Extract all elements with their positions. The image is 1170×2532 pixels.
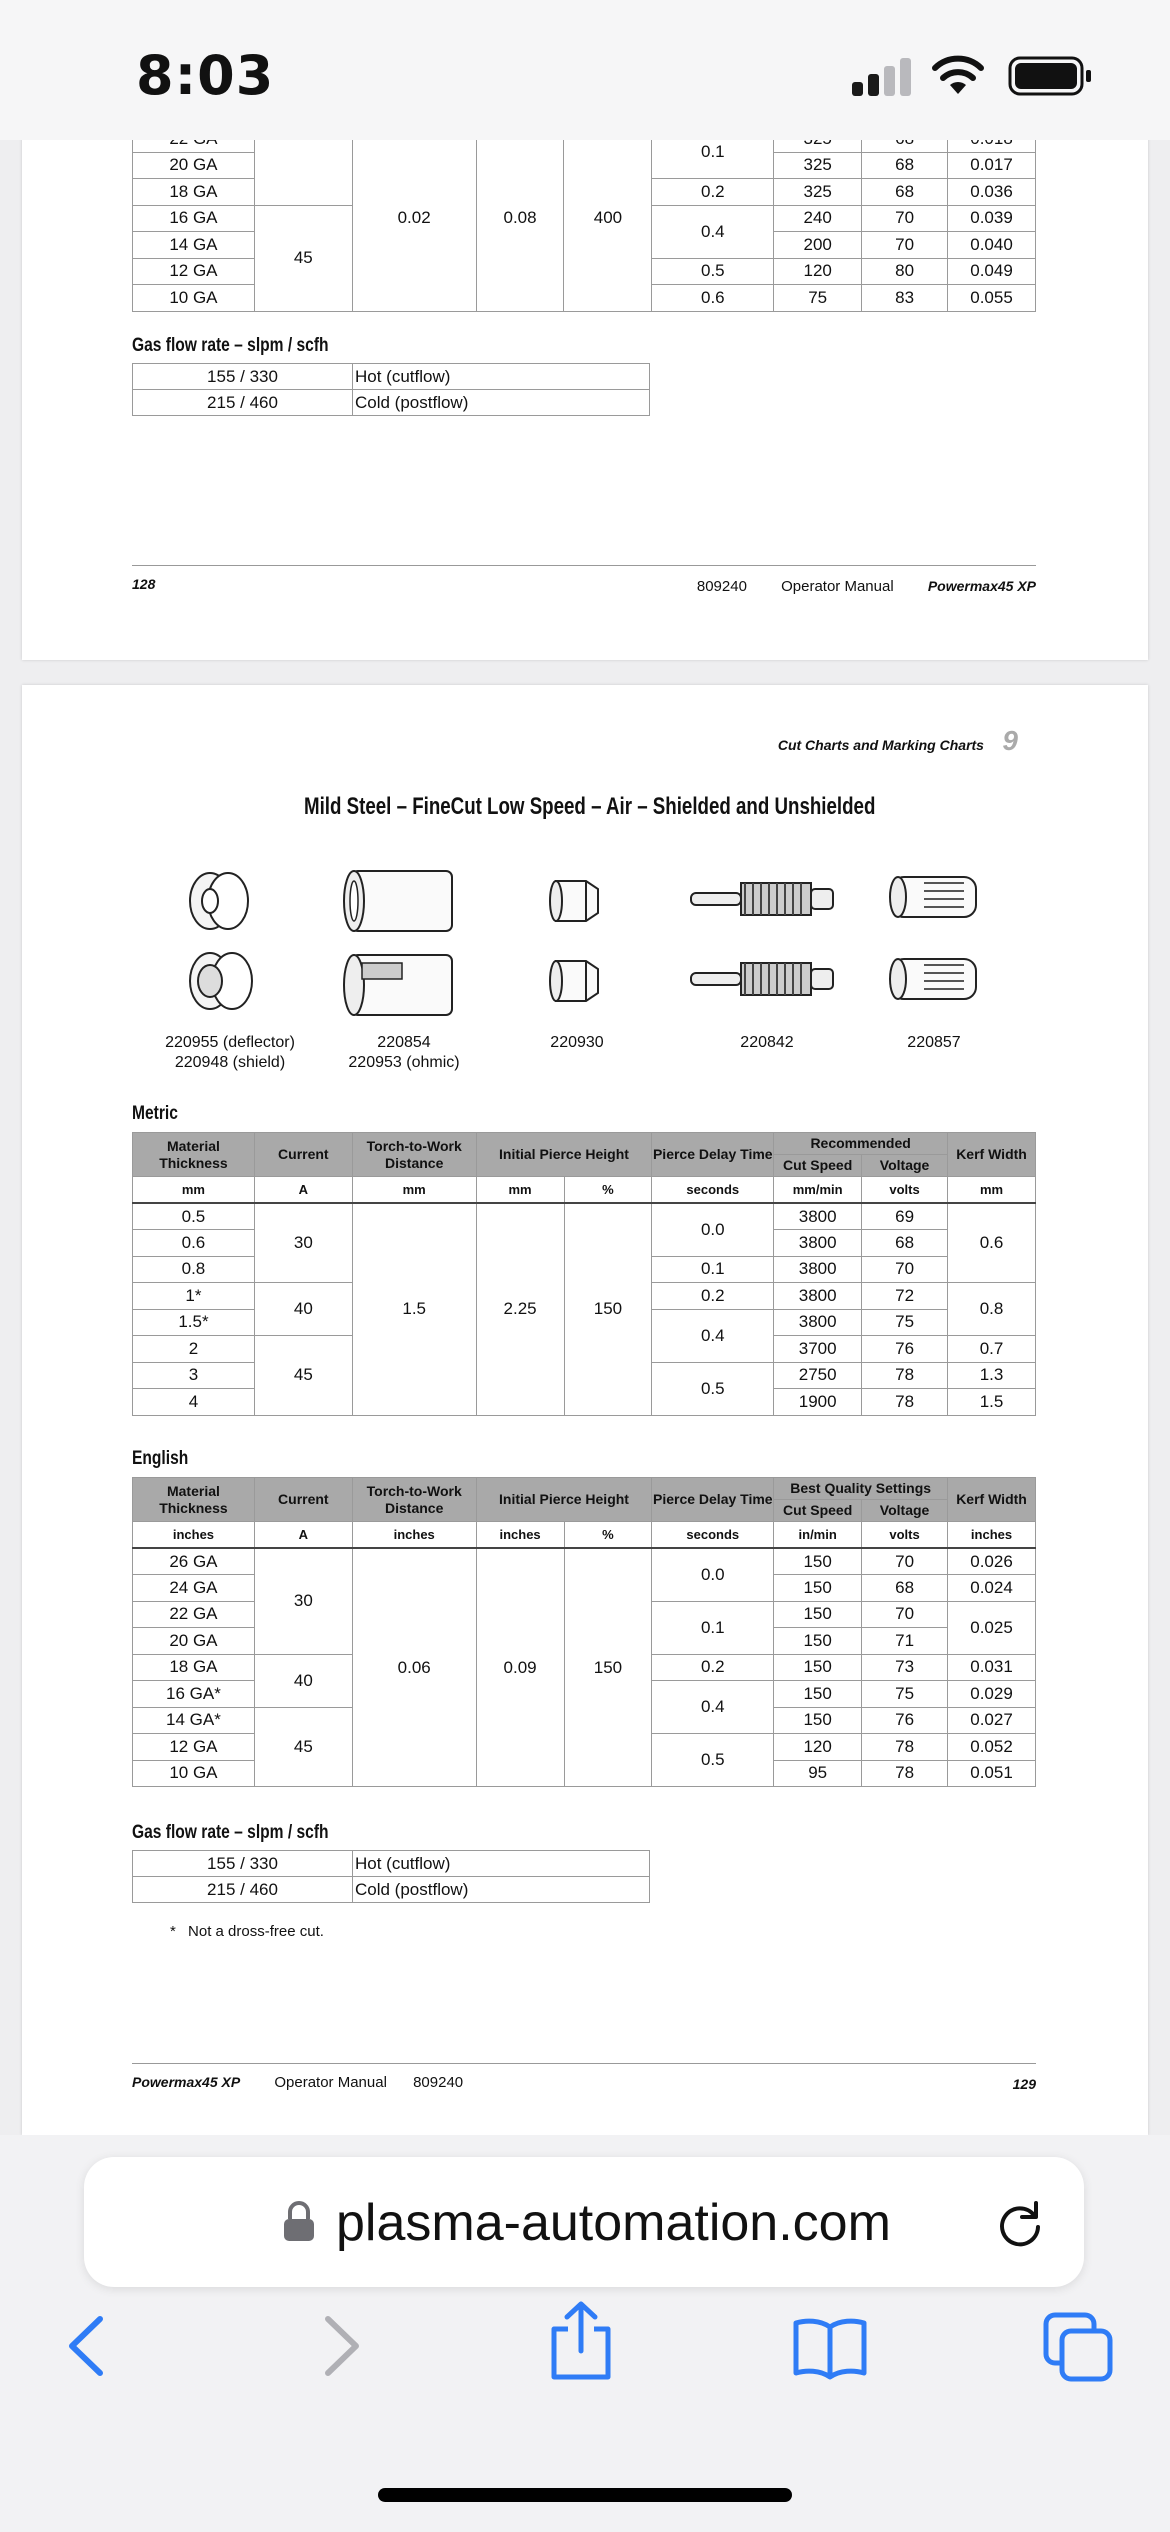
cell-speed: 3800 [774, 1256, 862, 1283]
cell-distance: 0.02 [352, 126, 476, 312]
unit: seconds [652, 1522, 774, 1549]
footer-right [697, 578, 1036, 595]
cellular-signal-icon [852, 58, 914, 96]
battery-icon [1008, 56, 1092, 96]
cell-delay: 0.1 [652, 1256, 774, 1283]
cell-voltage: 72 [862, 1283, 948, 1310]
cell-kerf: 0.052 [948, 1734, 1036, 1761]
cell-speed: 75 [774, 285, 862, 312]
manual-name: Operator Manual [781, 578, 894, 595]
cell-thickness: 1.5* [133, 1309, 255, 1336]
col-pierce: Initial Pierce Height [476, 1478, 652, 1522]
cell-kerf: 0.036 [948, 179, 1036, 206]
table-row [133, 1548, 1036, 1575]
cell-kerf: 0.031 [948, 1654, 1036, 1681]
cell-speed: 150 [774, 1707, 862, 1734]
cell-thickness: 4 [133, 1389, 255, 1416]
gas-rate: 215 / 460 [133, 390, 353, 416]
cell-delay: 0.5 [652, 258, 774, 285]
page-footer [132, 565, 1036, 593]
col-speed: Cut Speed [774, 1500, 862, 1522]
unit: % [564, 1522, 652, 1549]
nozzle-retaining-cap-icon [332, 863, 472, 1033]
cell-kerf: 0.051 [948, 1760, 1036, 1787]
part-number: 220854 [377, 1034, 431, 1051]
col-distance: Torch-to-Work Distance [352, 1478, 476, 1522]
cell-pierce-pct: 150 [564, 1548, 652, 1787]
unit: volts [862, 1177, 948, 1204]
cell-kerf: 1.3 [948, 1362, 1036, 1389]
pdf-viewer[interactable] [0, 140, 1170, 2140]
cell-thickness: 18 GA [133, 179, 255, 206]
col-voltage: Voltage [862, 1500, 948, 1522]
gas-flow-table [132, 1850, 650, 1903]
col-group: Best Quality Settings [774, 1478, 948, 1500]
gas-flow-title: Gas flow rate – slpm / scfh [132, 335, 329, 356]
cell-voltage: 70 [862, 1548, 948, 1575]
cell-thickness: 16 GA* [133, 1681, 255, 1708]
chapter-number: 9 [1002, 725, 1018, 756]
gas-flow-table [132, 363, 650, 416]
cell-voltage: 78 [862, 1362, 948, 1389]
cell-voltage: 78 [862, 1760, 948, 1787]
cell-speed: 3700 [774, 1336, 862, 1363]
nozzle-icon [542, 871, 612, 1021]
url-text[interactable]: plasma-automation.com [336, 2194, 891, 2252]
cell-speed: 2750 [774, 1362, 862, 1389]
gas-label: Cold (postflow) [353, 390, 650, 416]
cell-delay: 0.1 [652, 1601, 774, 1654]
cell-thickness: 14 GA* [133, 1707, 255, 1734]
address-bar[interactable] [84, 2157, 1084, 2287]
product-name: Powermax45 XP [927, 578, 1036, 594]
cell-delay: 0.4 [652, 1309, 774, 1362]
cell-pierce-height: 0.09 [476, 1548, 564, 1787]
cell-thickness: 16 GA [133, 205, 255, 232]
metric-cut-chart [132, 1132, 1036, 1416]
cell-voltage: 70 [862, 1601, 948, 1628]
cell-kerf: 0.6 [948, 1203, 1036, 1283]
col-distance: Torch-to-Work Distance [352, 1133, 476, 1177]
table-row [133, 364, 650, 390]
cell-speed: 325 [774, 152, 862, 179]
cell-voltage: 70 [862, 232, 948, 259]
cell-speed: 200 [774, 232, 862, 259]
cell-delay: 0.2 [652, 1654, 774, 1681]
unit: volts [862, 1522, 948, 1549]
part-label [130, 1033, 330, 1073]
gas-rate: 155 / 330 [133, 1851, 353, 1877]
cell-current: 30 [254, 1203, 352, 1283]
part-label [707, 1033, 827, 1053]
cell-delay: 0.4 [652, 1681, 774, 1734]
home-indicator[interactable] [378, 2488, 792, 2502]
unit: mm [352, 1177, 476, 1204]
cell-voltage: 75 [862, 1309, 948, 1336]
page-number: 129 [1012, 2076, 1036, 2092]
cell-speed: 150 [774, 1548, 862, 1575]
unit: mm [133, 1177, 255, 1204]
status-time: 8:03 [136, 44, 275, 107]
cell-voltage: 68 [862, 179, 948, 206]
reload-icon[interactable] [994, 2197, 1046, 2249]
cell-pierce-height: 2.25 [476, 1203, 564, 1415]
units-row [133, 1522, 1036, 1549]
doc-number: 809240 [696, 578, 747, 595]
cell-kerf: 0.049 [948, 258, 1036, 285]
part-number: 220842 [740, 1034, 794, 1051]
cell-delay: 0.6 [652, 285, 774, 312]
deflector-shield-icon [180, 863, 270, 1033]
units-row [133, 1177, 1036, 1204]
share-icon[interactable] [548, 2301, 614, 2381]
col-delay: Pierce Delay Time [652, 1133, 774, 1177]
cell-speed: 120 [774, 258, 862, 285]
cell-thickness: 20 GA [133, 1628, 255, 1655]
cell-speed: 3800 [774, 1203, 862, 1230]
gas-flow-title: Gas flow rate – slpm / scfh [132, 1822, 329, 1843]
unit: A [254, 1177, 352, 1204]
cell-kerf: 0.017 [948, 152, 1036, 179]
col-current: Current [254, 1478, 352, 1522]
cell-voltage: 73 [862, 1654, 948, 1681]
cell-current: 40 [254, 1654, 352, 1707]
col-kerf: Kerf Width [948, 1133, 1036, 1177]
cut-chart-table-p128 [132, 125, 1036, 312]
cell-kerf: 0.8 [948, 1283, 1036, 1336]
cell-voltage: 68 [862, 152, 948, 179]
doc-number: 809240 [413, 2074, 464, 2091]
unit: mm [948, 1177, 1036, 1204]
cell-thickness: 12 GA [133, 258, 255, 285]
part-number: 220955 (deflector) [165, 1034, 295, 1051]
cell-thickness: 20 GA [133, 152, 255, 179]
manual-name: Operator Manual [274, 2074, 387, 2091]
cell-voltage: 71 [862, 1628, 948, 1655]
unit: in/min [774, 1522, 862, 1549]
unit: A [254, 1522, 352, 1549]
cell-voltage: 69 [862, 1203, 948, 1230]
cell-voltage: 68 [862, 1230, 948, 1257]
part-label [874, 1033, 994, 1053]
cell-current: 40 [254, 1283, 352, 1336]
part-number: 220948 (shield) [174, 1054, 286, 1071]
cell-kerf: 0.024 [948, 1575, 1036, 1602]
col-speed: Cut Speed [774, 1155, 862, 1177]
cell-thickness: 2 [133, 1336, 255, 1363]
footnote [170, 1923, 324, 1940]
lock-icon [282, 2201, 316, 2243]
cell-speed: 150 [774, 1575, 862, 1602]
table-header-row [133, 1478, 1036, 1500]
cell-speed: 120 [774, 1734, 862, 1761]
cell-thickness: 22 GA [133, 1601, 255, 1628]
unit: seconds [652, 1177, 774, 1204]
cell-thickness: 12 GA [133, 1734, 255, 1761]
cell-delay: 0.5 [652, 1362, 774, 1415]
cell-voltage: 76 [862, 1707, 948, 1734]
unit: inches [133, 1522, 255, 1549]
col-current: Current [254, 1133, 352, 1177]
cell-current-45: 45 [254, 205, 352, 311]
cell-speed: 3800 [774, 1283, 862, 1310]
gas-rate: 215 / 460 [133, 1877, 353, 1903]
browser-toolbar [0, 2135, 1170, 2532]
cell-speed: 150 [774, 1628, 862, 1655]
cell-voltage: 83 [862, 285, 948, 312]
english-heading: English [132, 1448, 189, 1469]
table-header-row [133, 1133, 1036, 1155]
cell-voltage: 68 [862, 1575, 948, 1602]
part-number: 220930 [550, 1034, 604, 1051]
cell-current: 30 [254, 1548, 352, 1654]
col-pierce: Initial Pierce Height [476, 1133, 652, 1177]
col-group: Recommended [774, 1133, 948, 1155]
page-title: Mild Steel – FineCut Low Speed – Air – Shielded and Unshielded [304, 793, 876, 820]
cell-delay: 0.0 [652, 1548, 774, 1601]
part-number: 220857 [907, 1034, 961, 1051]
cell-speed: 3800 [774, 1309, 862, 1336]
cell-kerf: 0.7 [948, 1336, 1036, 1363]
cell-kerf: 0.027 [948, 1707, 1036, 1734]
status-bar [0, 0, 1170, 140]
cell-voltage: 76 [862, 1336, 948, 1363]
part-number: 220953 (ohmic) [348, 1054, 460, 1071]
electrode-icon [687, 879, 847, 1009]
unit: inches [476, 1522, 564, 1549]
cell-speed: 150 [774, 1681, 862, 1708]
metric-heading: Metric [132, 1103, 178, 1124]
unit: % [564, 1177, 652, 1204]
cell-kerf: 0.029 [948, 1681, 1036, 1708]
cell-pierce-pct: 150 [564, 1203, 652, 1415]
cell-voltage: 80 [862, 258, 948, 285]
col-material: Material Thickness [133, 1133, 255, 1177]
cell-voltage: 78 [862, 1389, 948, 1416]
page-header [778, 725, 1018, 757]
wifi-icon [930, 52, 986, 96]
gas-label: Cold (postflow) [353, 1877, 650, 1903]
bookmarks-icon[interactable] [792, 2317, 868, 2379]
swirl-ring-icon [884, 869, 984, 1019]
cell-thickness: 0.6 [133, 1230, 255, 1257]
cell-voltage: 70 [862, 205, 948, 232]
cell-distance: 0.06 [352, 1548, 476, 1787]
cell-current: 45 [254, 1707, 352, 1787]
cell-delay: 0.2 [652, 179, 774, 206]
cell-voltage: 78 [862, 1734, 948, 1761]
col-voltage: Voltage [862, 1155, 948, 1177]
cell-voltage: 75 [862, 1681, 948, 1708]
gas-label: Hot (cutflow) [353, 364, 650, 390]
product-name: Powermax45 XP [132, 2074, 241, 2090]
cell-delay: 0.5 [652, 1734, 774, 1787]
cell-delay: 0.1 [652, 126, 774, 179]
unit: inches [352, 1522, 476, 1549]
cell-delay: 0.4 [652, 205, 774, 258]
cell-speed: 95 [774, 1760, 862, 1787]
cell-pierce-height: 0.08 [476, 126, 564, 312]
cell-thickness: 14 GA [133, 232, 255, 259]
cell-thickness: 26 GA [133, 1548, 255, 1575]
table-row [133, 1851, 650, 1877]
pdf-page-129 [22, 685, 1148, 2135]
forward-icon[interactable] [318, 2313, 364, 2379]
table-row [133, 1877, 650, 1903]
table-row [133, 1203, 1036, 1230]
cell-speed: 325 [774, 179, 862, 206]
cell-thickness: 10 GA [133, 1760, 255, 1787]
cell-delay: 0.2 [652, 1283, 774, 1310]
english-cut-chart [132, 1477, 1036, 1787]
page-footer [132, 2063, 1036, 2091]
cell-delay: 0.0 [652, 1203, 774, 1256]
cell-speed: 150 [774, 1654, 862, 1681]
back-icon[interactable] [64, 2313, 110, 2379]
unit: mm [476, 1177, 564, 1204]
section-title: Cut Charts and Marking Charts [777, 737, 984, 753]
cell-thickness: 3 [133, 1362, 255, 1389]
cell-thickness: 24 GA [133, 1575, 255, 1602]
unit: mm/min [774, 1177, 862, 1204]
col-kerf: Kerf Width [948, 1478, 1036, 1522]
cell-kerf: 0.040 [948, 232, 1036, 259]
cell-pierce-pct: 400 [564, 126, 652, 312]
cell-kerf: 0.055 [948, 285, 1036, 312]
cell-thickness: 0.8 [133, 1256, 255, 1283]
cell-kerf: 0.025 [948, 1601, 1036, 1654]
cell-speed: 3800 [774, 1230, 862, 1257]
gas-label: Hot (cutflow) [353, 1851, 650, 1877]
table-row [133, 390, 650, 416]
cell-thickness: 0.5 [133, 1203, 255, 1230]
cell-thickness: 10 GA [133, 285, 255, 312]
part-label [324, 1033, 484, 1073]
unit: inches [948, 1522, 1036, 1549]
cell-current: 45 [254, 1336, 352, 1416]
footnote-mark: * [170, 1923, 176, 1940]
part-label [517, 1033, 637, 1053]
cell-speed: 240 [774, 205, 862, 232]
cell-thickness: 1* [133, 1283, 255, 1310]
footnote-text: Not a dross-free cut. [188, 1923, 324, 1940]
cell-thickness: 18 GA [133, 1654, 255, 1681]
cell-kerf: 0.039 [948, 205, 1036, 232]
cell-speed: 1900 [774, 1389, 862, 1416]
cell-kerf: 0.026 [948, 1548, 1036, 1575]
cell-speed: 150 [774, 1601, 862, 1628]
col-delay: Pierce Delay Time [652, 1478, 774, 1522]
cell-voltage: 70 [862, 1256, 948, 1283]
cell-distance: 1.5 [352, 1203, 476, 1415]
col-material: Material Thickness [133, 1478, 255, 1522]
gas-rate: 155 / 330 [133, 364, 353, 390]
cell-kerf: 1.5 [948, 1389, 1036, 1416]
tabs-icon[interactable] [1042, 2311, 1114, 2383]
page-number: 128 [132, 576, 156, 592]
